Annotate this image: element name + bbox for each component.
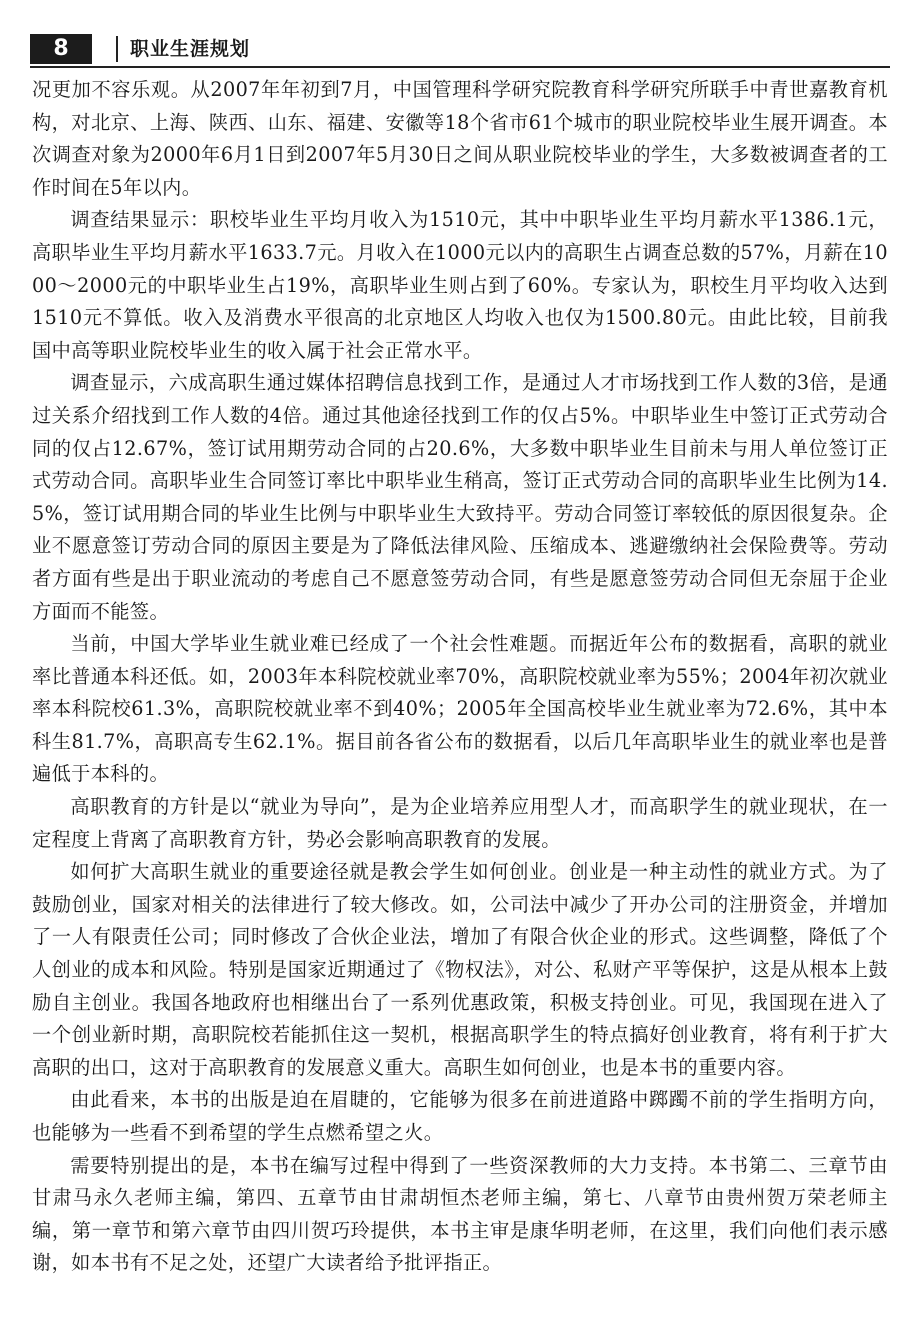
header-rule	[30, 66, 890, 68]
paragraph: 调查结果显示：职校毕业生平均月收入为1510元，其中中职毕业生平均月薪水平1386.1元，高职毕业生平均月薪水平1633.7元。月收入在1000元以内的高职生占调查总数的57%，月薪在1000～2000元的中职毕业生占19%，高职毕业生则占到了60%。专家认为，职校生月平均收入达到1510元不算低。收入及消费水平很高的北京地区人均收入也仅为1500.80元。由此比较，目前我国中高等职业院校毕业生的收入属于社会正常水平。	[32, 208, 888, 362]
page-number: 8	[30, 34, 92, 64]
paragraph: 由此看来，本书的出版是迫在眉睫的，它能够为很多在前进道路中踯躅不前的学生指明方向，也能够为一些看不到希望的学生点燃希望之火。	[32, 1088, 888, 1144]
page-header	[30, 32, 890, 68]
running-title: 职业生涯规划	[130, 38, 251, 60]
paragraph: 高职教育的方针是以“就业为导向”，是为企业培养应用型人才，而高职学生的就业现状，在一定程度上背离了高职教育方针，势必会影响高职教育的发展。	[32, 795, 888, 851]
body-text	[32, 74, 888, 1280]
paragraph-continuation: 况更加不容乐观。从2007年年初到7月，中国管理科学研究院教育科学研究所联手中青世嘉教育机构，对北京、上海、陕西、山东、福建、安徽等18个省市61个城市的职业院校毕业生展开调查。本次调查对象为2000年6月1日到2007年5月30日之间从职业院校毕业的学生，大多数被调查者的工作时间在5年以内。	[32, 78, 888, 199]
paragraph: 需要特别提出的是，本书在编写过程中得到了一些资深教师的大力支持。本书第二、三章节由甘肃马永久老师主编，第四、五章节由甘肃胡恒杰老师主编，第七、八章节由贵州贺万荣老师主编，第一章节和第六章节由四川贺巧玲提供，本书主审是康华明老师，在这里，我们向他们表示感谢，如本书有不足之处，还望广大读者给予批评指正。	[32, 1153, 888, 1275]
paragraph: 调查显示，六成高职生通过媒体招聘信息找到工作，是通过人才市场找到工作人数的3倍，是通过关系介绍找到工作人数的4倍。通过其他途径找到工作的仅占5%。中职毕业生中签订正式劳动合同的仅占12.67%，签订试用期劳动合同的占20.6%，大多数中职毕业生目前未与用人单位签订正式劳动合同。高职毕业生合同签订率比中职毕业生稍高，签订正式劳动合同的高职毕业生比例为14.5%，签订试用期合同的毕业生比例与中职毕业生大致持平。劳动合同签订率较低的原因很复杂。企业不愿意签订劳动合同的原因主要是为了降低法律风险、压缩成本、逃避缴纳社会保险费等。劳动者方面有些是出于职业流动的考虑自己不愿意签劳动合同，有些是愿意签劳动合同但无奈屈于企业方面而不能签。	[32, 371, 888, 623]
paragraph: 如何扩大高职生就业的重要途径就是教会学生如何创业。创业是一种主动性的就业方式。为了鼓励创业，国家对相关的法律进行了较大修改。如，公司法中减少了开办公司的注册资金，并增加了一人有限责任公司；同时修改了合伙企业法，增加了有限合伙企业的形式。这些调整，降低了个人创业的成本和风险。特别是国家近期通过了《物权法》，对公、私财产平等保护，这是从根本上鼓励自主创业。我国各地政府也相继出台了一系列优惠政策，积极支持创业。可见，我国现在进入了一个创业新时期，高职院校若能抓住这一契机，根据高职学生的特点搞好创业教育，将有利于扩大高职的出口，这对于高职教育的发展意义重大。高职生如何创业，也是本书的重要内容。	[32, 860, 888, 1079]
header-divider	[116, 36, 118, 62]
paragraph: 当前，中国大学毕业生就业难已经成了一个社会性难题。而据近年公布的数据看，高职的就业率比普通本科还低。如，2003年本科院校就业率70%，高职院校就业率为55%；2004年初次就业率本科院校61.3%，高职院校就业率不到40%；2005年全国高校毕业生就业率为72.6%，其中本科生81.7%，高职高专生62.1%。据目前各省公布的数据看，以后几年高职毕业生的就业率也是普遍低于本科的。	[32, 632, 888, 786]
